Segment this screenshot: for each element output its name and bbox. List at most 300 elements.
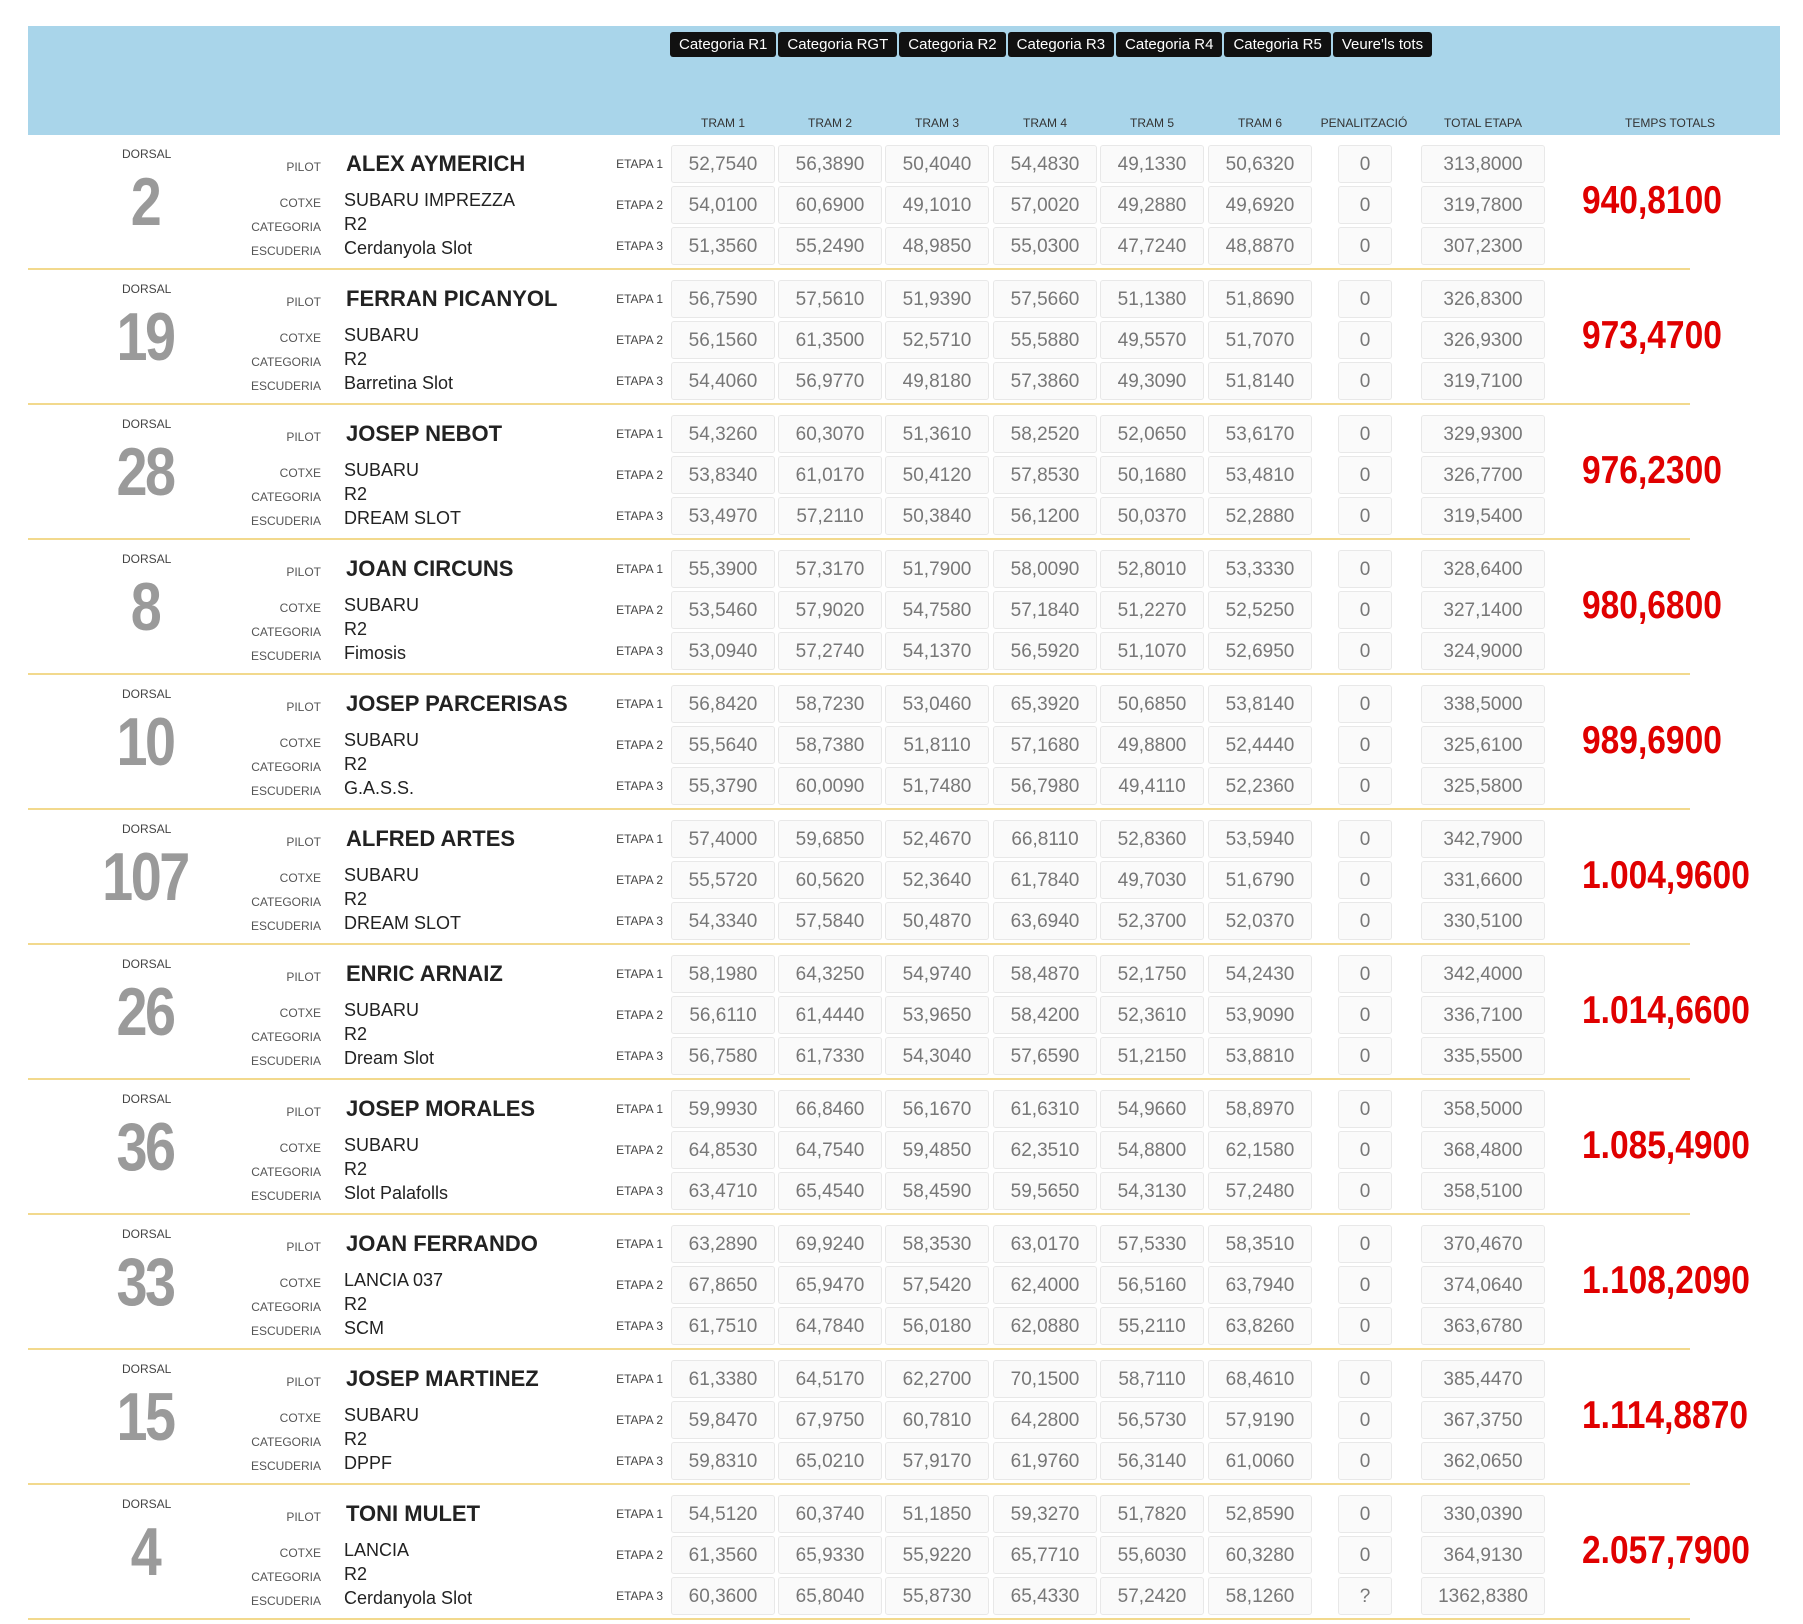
tram-time-cell: 52,1750 bbox=[1100, 955, 1204, 993]
etapa-label: ETAPA 1 bbox=[616, 967, 663, 981]
tram-time-cell: 51,1850 bbox=[885, 1495, 989, 1533]
tram-time-cell: 57,1840 bbox=[993, 591, 1097, 629]
pilot-label: PILOT bbox=[286, 1240, 321, 1254]
stage-total-cell: 335,5500 bbox=[1421, 1037, 1545, 1075]
tram-time-cell: 57,5660 bbox=[993, 280, 1097, 318]
tram-time-cell: 61,7840 bbox=[993, 861, 1097, 899]
cotxe-label: COTXE bbox=[279, 1276, 321, 1290]
tram-time-cell: 58,7380 bbox=[778, 726, 882, 764]
pilot-name: JOAN FERRANDO bbox=[346, 1231, 538, 1256]
penalty-cell: 0 bbox=[1338, 1495, 1392, 1533]
category-r1-button[interactable]: Categoria R1 bbox=[670, 32, 776, 57]
tram-time-cell: 53,5460 bbox=[671, 591, 775, 629]
tram-time-cell: 61,7330 bbox=[778, 1037, 882, 1075]
tram-time-cell: 54,4060 bbox=[671, 362, 775, 400]
penalty-cell: 0 bbox=[1338, 1131, 1392, 1169]
category-value: R2 bbox=[344, 349, 368, 369]
dorsal-label: DORSAL bbox=[122, 1362, 172, 1376]
tram-time-cell: 61,0170 bbox=[778, 456, 882, 494]
tram-time-cell: 55,5640 bbox=[671, 726, 775, 764]
dorsal-number-text: 15 bbox=[116, 1379, 174, 1455]
stage-total-cell: 336,7100 bbox=[1421, 996, 1545, 1034]
car-name: SUBARU bbox=[344, 325, 420, 345]
etapa-label: ETAPA 3 bbox=[616, 1184, 663, 1198]
pilot-name: ENRIC ARNAIZ bbox=[346, 961, 503, 986]
total-time bbox=[1582, 989, 1777, 1033]
penalty-cell: 0 bbox=[1338, 497, 1392, 535]
tram-time-cell: 54,3130 bbox=[1100, 1172, 1204, 1210]
pilot-label: PILOT bbox=[286, 1375, 321, 1389]
tram-time-cell: 54,8800 bbox=[1100, 1131, 1204, 1169]
penalty-cell: 0 bbox=[1338, 996, 1392, 1034]
etapa-label: ETAPA 2 bbox=[616, 603, 663, 617]
tram-time-cell: 51,3610 bbox=[885, 415, 989, 453]
tram-time-cell: 52,3640 bbox=[885, 861, 989, 899]
dorsal-label: DORSAL bbox=[122, 417, 172, 431]
etapa-label: ETAPA 1 bbox=[616, 292, 663, 306]
tram-time-cell: 64,3250 bbox=[778, 955, 882, 993]
results-list bbox=[0, 135, 1803, 1620]
tram-time-cell: 56,3140 bbox=[1100, 1442, 1204, 1480]
tram-time-cell: 65,9470 bbox=[778, 1266, 882, 1304]
result-entry bbox=[0, 405, 1803, 540]
dorsal-number bbox=[128, 569, 163, 645]
total-time-text: 989,6900 bbox=[1582, 719, 1722, 762]
etapa-label: ETAPA 3 bbox=[616, 1049, 663, 1063]
penalty-cell: 0 bbox=[1338, 1225, 1392, 1263]
tram-time-cell: 56,5920 bbox=[993, 632, 1097, 670]
dorsal-label: DORSAL bbox=[122, 147, 172, 161]
tram-time-cell: 62,4000 bbox=[993, 1266, 1097, 1304]
tram-time-cell: 56,1560 bbox=[671, 321, 775, 359]
dorsal-number-text: 8 bbox=[130, 569, 160, 645]
tram-time-cell: 53,8340 bbox=[671, 456, 775, 494]
tram-time-cell: 55,5880 bbox=[993, 321, 1097, 359]
tram-time-cell: 61,3380 bbox=[671, 1360, 775, 1398]
tram-time-cell: 59,3270 bbox=[993, 1495, 1097, 1533]
dorsal-number-text: 2 bbox=[130, 164, 160, 240]
category-filter-bar bbox=[670, 32, 1432, 57]
tram-time-cell: 58,4200 bbox=[993, 996, 1097, 1034]
result-entry bbox=[0, 1350, 1803, 1485]
tram-time-cell: 53,4810 bbox=[1208, 456, 1312, 494]
etapa-label: ETAPA 2 bbox=[616, 1008, 663, 1022]
tram-time-cell: 63,0170 bbox=[993, 1225, 1097, 1263]
etapa-label: ETAPA 3 bbox=[616, 644, 663, 658]
escuderia-label: ESCUDERIA bbox=[250, 514, 321, 528]
category-all-button[interactable]: Veure'ls tots bbox=[1333, 32, 1432, 57]
tram-time-cell: 52,4670 bbox=[885, 820, 989, 858]
tram-time-cell: 56,1200 bbox=[993, 497, 1097, 535]
tram-time-cell: 58,7230 bbox=[778, 685, 882, 723]
tram-time-cell: 54,0100 bbox=[671, 186, 775, 224]
etapa-label: ETAPA 1 bbox=[616, 697, 663, 711]
tram-time-cell: 52,8590 bbox=[1208, 1495, 1312, 1533]
total-time bbox=[1582, 1529, 1777, 1573]
dorsal-number bbox=[110, 434, 180, 510]
tram-time-cell: 53,9650 bbox=[885, 996, 989, 1034]
total-time bbox=[1582, 449, 1745, 493]
car-name: SUBARU bbox=[344, 730, 420, 750]
total-time bbox=[1582, 584, 1745, 628]
dorsal-label: DORSAL bbox=[122, 282, 172, 296]
total-time bbox=[1582, 1394, 1775, 1438]
category-value: R2 bbox=[344, 1159, 368, 1179]
tram-time-cell: 62,0880 bbox=[993, 1307, 1097, 1345]
cotxe-label: COTXE bbox=[279, 1546, 321, 1560]
etapa-label: ETAPA 2 bbox=[616, 333, 663, 347]
dorsal-label: DORSAL bbox=[122, 1092, 172, 1106]
team-name: Barretina Slot bbox=[344, 373, 454, 393]
tram-time-cell: 49,8180 bbox=[885, 362, 989, 400]
team-name: SCM bbox=[344, 1318, 384, 1338]
categoria-label: CATEGORIA bbox=[251, 1165, 321, 1179]
tram-time-cell: 69,9240 bbox=[778, 1225, 882, 1263]
total-time-text: 973,4700 bbox=[1582, 314, 1722, 357]
etapa-label: ETAPA 3 bbox=[616, 914, 663, 928]
tram-time-cell: 53,6170 bbox=[1208, 415, 1312, 453]
category-r5-button[interactable]: Categoria R5 bbox=[1224, 32, 1330, 57]
tram-time-cell: 61,9760 bbox=[993, 1442, 1097, 1480]
tram-time-cell: 53,0940 bbox=[671, 632, 775, 670]
car-name: SUBARU IMPREZZA bbox=[344, 190, 516, 210]
stage-total-cell: 368,4800 bbox=[1421, 1131, 1545, 1169]
pilot-name: JOSEP PARCERISAS bbox=[346, 691, 568, 716]
tram-time-cell: 50,1680 bbox=[1100, 456, 1204, 494]
stage-total-cell: 342,4000 bbox=[1421, 955, 1545, 993]
stage-total-cell: 331,6600 bbox=[1421, 861, 1545, 899]
tram-time-cell: 53,3330 bbox=[1208, 550, 1312, 588]
penalty-cell: 0 bbox=[1338, 1360, 1392, 1398]
penalty-cell: 0 bbox=[1338, 726, 1392, 764]
dorsal-number-text: 19 bbox=[116, 299, 174, 375]
dorsal-label: DORSAL bbox=[122, 822, 172, 836]
result-entry bbox=[0, 945, 1803, 1080]
category-value: R2 bbox=[344, 214, 368, 234]
tram-time-cell: 62,3510 bbox=[993, 1131, 1097, 1169]
cotxe-label: COTXE bbox=[279, 601, 321, 615]
tram-time-cell: 49,7030 bbox=[1100, 861, 1204, 899]
total-time-text: 1.108,2090 bbox=[1582, 1259, 1750, 1302]
car-name: LANCIA bbox=[344, 1540, 410, 1560]
total-time bbox=[1582, 1259, 1777, 1303]
tram-time-cell: 54,3260 bbox=[671, 415, 775, 453]
dorsal-number-text: 4 bbox=[130, 1514, 160, 1590]
penalty-cell: 0 bbox=[1338, 362, 1392, 400]
car-name: SUBARU bbox=[344, 1000, 420, 1020]
dorsal-number bbox=[110, 1109, 180, 1185]
tram-time-cell: 52,5250 bbox=[1208, 591, 1312, 629]
total-time-text: 1.014,6600 bbox=[1582, 989, 1750, 1032]
column-header: TEMPS TOTALS bbox=[1624, 116, 1716, 130]
tram-time-cell: 56,7590 bbox=[671, 280, 775, 318]
cotxe-label: COTXE bbox=[279, 196, 321, 210]
categoria-label: CATEGORIA bbox=[251, 625, 321, 639]
escuderia-label: ESCUDERIA bbox=[250, 784, 321, 798]
penalty-cell: 0 bbox=[1338, 632, 1392, 670]
tram-time-cell: 57,2740 bbox=[778, 632, 882, 670]
escuderia-label: ESCUDERIA bbox=[250, 1324, 321, 1338]
tram-time-cell: 59,9930 bbox=[671, 1090, 775, 1128]
tram-time-cell: 60,0090 bbox=[778, 767, 882, 805]
pilot-name: JOSEP MARTINEZ bbox=[346, 1366, 539, 1391]
tram-time-cell: 60,6900 bbox=[778, 186, 882, 224]
tram-time-cell: 61,7510 bbox=[671, 1307, 775, 1345]
tram-time-cell: 55,2110 bbox=[1100, 1307, 1204, 1345]
column-header: PENALITZACIÓ bbox=[1320, 116, 1408, 130]
stage-total-cell: 325,6100 bbox=[1421, 726, 1545, 764]
category-value: R2 bbox=[344, 1294, 368, 1314]
tram-time-cell: 54,3040 bbox=[885, 1037, 989, 1075]
tram-time-cell: 52,4440 bbox=[1208, 726, 1312, 764]
tram-time-cell: 64,5170 bbox=[778, 1360, 882, 1398]
tram-time-cell: 54,2430 bbox=[1208, 955, 1312, 993]
tram-time-cell: 57,3860 bbox=[993, 362, 1097, 400]
tram-time-cell: 49,6920 bbox=[1208, 186, 1312, 224]
tram-time-cell: 59,4850 bbox=[885, 1131, 989, 1169]
tram-time-cell: 54,3340 bbox=[671, 902, 775, 940]
tram-time-cell: 56,7980 bbox=[993, 767, 1097, 805]
tram-time-cell: 65,4330 bbox=[993, 1577, 1097, 1615]
tram-time-cell: 57,5840 bbox=[778, 902, 882, 940]
tram-time-cell: 53,4970 bbox=[671, 497, 775, 535]
tram-time-cell: 61,3560 bbox=[671, 1536, 775, 1574]
tram-time-cell: 53,0460 bbox=[885, 685, 989, 723]
dorsal-number-text: 36 bbox=[116, 1109, 174, 1185]
tram-time-cell: 56,8420 bbox=[671, 685, 775, 723]
tram-time-cell: 54,7580 bbox=[885, 591, 989, 629]
tram-time-cell: 51,2150 bbox=[1100, 1037, 1204, 1075]
categoria-label: CATEGORIA bbox=[251, 1030, 321, 1044]
pilot-label: PILOT bbox=[286, 700, 321, 714]
pilot-label: PILOT bbox=[286, 970, 321, 984]
tram-time-cell: 59,8310 bbox=[671, 1442, 775, 1480]
stage-total-cell: 329,9300 bbox=[1421, 415, 1545, 453]
dorsal-number bbox=[110, 1244, 180, 1320]
tram-time-cell: 62,2700 bbox=[885, 1360, 989, 1398]
total-time-text: 1.085,4900 bbox=[1582, 1124, 1750, 1167]
penalty-cell: 0 bbox=[1338, 1172, 1392, 1210]
dorsal-number bbox=[128, 164, 163, 240]
stage-total-cell: 326,7700 bbox=[1421, 456, 1545, 494]
stage-total-cell: 385,4470 bbox=[1421, 1360, 1545, 1398]
etapa-label: ETAPA 3 bbox=[616, 1319, 663, 1333]
etapa-label: ETAPA 3 bbox=[616, 509, 663, 523]
penalty-cell: 0 bbox=[1338, 902, 1392, 940]
total-time-text: 940,8100 bbox=[1582, 179, 1722, 222]
team-name: DPPF bbox=[344, 1453, 393, 1473]
tram-time-cell: 60,7810 bbox=[885, 1401, 989, 1439]
tram-time-cell: 60,3280 bbox=[1208, 1536, 1312, 1574]
tram-time-cell: 67,9750 bbox=[778, 1401, 882, 1439]
stage-total-cell: 326,8300 bbox=[1421, 280, 1545, 318]
tram-time-cell: 49,1330 bbox=[1100, 145, 1204, 183]
tram-time-cell: 52,7540 bbox=[671, 145, 775, 183]
tram-time-cell: 56,3890 bbox=[778, 145, 882, 183]
tram-time-cell: 52,6950 bbox=[1208, 632, 1312, 670]
tram-time-cell: 57,0020 bbox=[993, 186, 1097, 224]
tram-time-cell: 49,5570 bbox=[1100, 321, 1204, 359]
cotxe-label: COTXE bbox=[279, 331, 321, 345]
tram-time-cell: 60,3600 bbox=[671, 1577, 775, 1615]
total-time-text: 980,6800 bbox=[1582, 584, 1722, 627]
tram-time-cell: 61,0060 bbox=[1208, 1442, 1312, 1480]
etapa-label: ETAPA 2 bbox=[616, 738, 663, 752]
categoria-label: CATEGORIA bbox=[251, 355, 321, 369]
team-name: Cerdanyola Slot bbox=[344, 238, 473, 258]
total-time bbox=[1582, 314, 1745, 358]
tram-time-cell: 51,2270 bbox=[1100, 591, 1204, 629]
tram-time-cell: 50,0370 bbox=[1100, 497, 1204, 535]
tram-time-cell: 51,7070 bbox=[1208, 321, 1312, 359]
penalty-cell: 0 bbox=[1338, 227, 1392, 265]
tram-time-cell: 65,3920 bbox=[993, 685, 1097, 723]
tram-time-cell: 57,3170 bbox=[778, 550, 882, 588]
result-entry bbox=[0, 1485, 1803, 1620]
tram-time-cell: 52,3700 bbox=[1100, 902, 1204, 940]
car-name: SUBARU bbox=[344, 460, 420, 480]
penalty-cell: 0 bbox=[1338, 767, 1392, 805]
stage-total-cell: 370,4670 bbox=[1421, 1225, 1545, 1263]
stage-total-cell: 374,0640 bbox=[1421, 1266, 1545, 1304]
tram-time-cell: 67,8650 bbox=[671, 1266, 775, 1304]
pilot-name: ALFRED ARTES bbox=[346, 826, 516, 851]
tram-time-cell: 56,5730 bbox=[1100, 1401, 1204, 1439]
tram-time-cell: 53,8140 bbox=[1208, 685, 1312, 723]
tram-time-cell: 64,7540 bbox=[778, 1131, 882, 1169]
etapa-label: ETAPA 1 bbox=[616, 157, 663, 171]
dorsal-number-text: 10 bbox=[116, 704, 174, 780]
tram-time-cell: 59,8470 bbox=[671, 1401, 775, 1439]
tram-time-cell: 53,9090 bbox=[1208, 996, 1312, 1034]
tram-time-cell: 63,6940 bbox=[993, 902, 1097, 940]
pilot-label: PILOT bbox=[286, 430, 321, 444]
tram-time-cell: 63,4710 bbox=[671, 1172, 775, 1210]
tram-time-cell: 60,3070 bbox=[778, 415, 882, 453]
tram-time-cell: 48,9850 bbox=[885, 227, 989, 265]
tram-time-cell: 56,7580 bbox=[671, 1037, 775, 1075]
dorsal-number-text: 33 bbox=[116, 1244, 174, 1320]
stage-total-cell: 325,5800 bbox=[1421, 767, 1545, 805]
tram-time-cell: 66,8110 bbox=[993, 820, 1097, 858]
tram-time-cell: 58,1260 bbox=[1208, 1577, 1312, 1615]
tram-time-cell: 51,8110 bbox=[885, 726, 989, 764]
tram-time-cell: 49,2880 bbox=[1100, 186, 1204, 224]
tram-time-cell: 59,6850 bbox=[778, 820, 882, 858]
pilot-label: PILOT bbox=[286, 1105, 321, 1119]
row-divider bbox=[28, 1618, 1690, 1620]
category-r3-button[interactable]: Categoria R3 bbox=[1008, 32, 1114, 57]
tram-time-cell: 63,2890 bbox=[671, 1225, 775, 1263]
column-header: TRAM 5 bbox=[1129, 116, 1175, 130]
pilot-label: PILOT bbox=[286, 1510, 321, 1524]
stage-total-cell: 363,6780 bbox=[1421, 1307, 1545, 1345]
penalty-cell: ? bbox=[1338, 1577, 1392, 1615]
category-value: R2 bbox=[344, 754, 368, 774]
category-rgt-button[interactable]: Categoria RGT bbox=[778, 32, 897, 57]
tram-time-cell: 63,7940 bbox=[1208, 1266, 1312, 1304]
tram-time-cell: 57,4000 bbox=[671, 820, 775, 858]
stage-total-cell: 330,5100 bbox=[1421, 902, 1545, 940]
tram-time-cell: 70,1500 bbox=[993, 1360, 1097, 1398]
dorsal-number bbox=[93, 839, 197, 915]
stage-total-cell: 327,1400 bbox=[1421, 591, 1545, 629]
dorsal-number bbox=[110, 1379, 180, 1455]
tram-time-cell: 59,5650 bbox=[993, 1172, 1097, 1210]
categoria-label: CATEGORIA bbox=[251, 1435, 321, 1449]
column-header: TRAM 3 bbox=[914, 116, 960, 130]
result-entry bbox=[0, 135, 1803, 270]
tram-time-cell: 54,5120 bbox=[671, 1495, 775, 1533]
penalty-cell: 0 bbox=[1338, 321, 1392, 359]
tram-time-cell: 61,3500 bbox=[778, 321, 882, 359]
tram-time-cell: 51,8140 bbox=[1208, 362, 1312, 400]
stage-total-cell: 319,5400 bbox=[1421, 497, 1545, 535]
etapa-label: ETAPA 1 bbox=[616, 832, 663, 846]
category-r4-button[interactable]: Categoria R4 bbox=[1116, 32, 1222, 57]
column-header: TRAM 6 bbox=[1237, 116, 1283, 130]
category-value: R2 bbox=[344, 619, 368, 639]
column-header: TRAM 1 bbox=[700, 116, 746, 130]
tram-time-cell: 55,6030 bbox=[1100, 1536, 1204, 1574]
penalty-cell: 0 bbox=[1338, 1037, 1392, 1075]
cotxe-label: COTXE bbox=[279, 1141, 321, 1155]
tram-time-cell: 58,2520 bbox=[993, 415, 1097, 453]
dorsal-number bbox=[128, 1514, 163, 1590]
category-value: R2 bbox=[344, 484, 368, 504]
penalty-cell: 0 bbox=[1338, 186, 1392, 224]
car-name: SUBARU bbox=[344, 595, 420, 615]
stage-total-cell: 307,2300 bbox=[1421, 227, 1545, 265]
team-name: Slot Palafolls bbox=[344, 1183, 449, 1203]
stage-total-cell: 364,9130 bbox=[1421, 1536, 1545, 1574]
tram-time-cell: 60,3740 bbox=[778, 1495, 882, 1533]
tram-time-cell: 65,8040 bbox=[778, 1577, 882, 1615]
penalty-cell: 0 bbox=[1338, 280, 1392, 318]
dorsal-label: DORSAL bbox=[122, 552, 172, 566]
tram-time-cell: 58,1980 bbox=[671, 955, 775, 993]
tram-time-cell: 55,3790 bbox=[671, 767, 775, 805]
category-r2-button[interactable]: Categoria R2 bbox=[899, 32, 1005, 57]
tram-time-cell: 58,4590 bbox=[885, 1172, 989, 1210]
tram-time-cell: 52,2880 bbox=[1208, 497, 1312, 535]
tram-time-cell: 55,0300 bbox=[993, 227, 1097, 265]
tram-time-cell: 57,5610 bbox=[778, 280, 882, 318]
tram-time-cell: 49,3090 bbox=[1100, 362, 1204, 400]
team-name: Cerdanyola Slot bbox=[344, 1588, 473, 1608]
tram-time-cell: 65,0210 bbox=[778, 1442, 882, 1480]
etapa-label: ETAPA 2 bbox=[616, 1548, 663, 1562]
pilot-label: PILOT bbox=[286, 295, 321, 309]
cotxe-label: COTXE bbox=[279, 1006, 321, 1020]
dorsal-number bbox=[110, 704, 180, 780]
tram-time-cell: 55,5720 bbox=[671, 861, 775, 899]
etapa-label: ETAPA 1 bbox=[616, 1372, 663, 1386]
tram-time-cell: 57,2480 bbox=[1208, 1172, 1312, 1210]
tram-time-cell: 54,9740 bbox=[885, 955, 989, 993]
penalty-cell: 0 bbox=[1338, 955, 1392, 993]
result-entry bbox=[0, 810, 1803, 945]
tram-time-cell: 51,6790 bbox=[1208, 861, 1312, 899]
etapa-label: ETAPA 3 bbox=[616, 374, 663, 388]
cotxe-label: COTXE bbox=[279, 871, 321, 885]
tram-time-cell: 50,6850 bbox=[1100, 685, 1204, 723]
penalty-cell: 0 bbox=[1338, 456, 1392, 494]
penalty-cell: 0 bbox=[1338, 1442, 1392, 1480]
tram-time-cell: 50,4120 bbox=[885, 456, 989, 494]
team-name: G.A.S.S. bbox=[344, 778, 415, 798]
category-value: R2 bbox=[344, 1564, 368, 1584]
